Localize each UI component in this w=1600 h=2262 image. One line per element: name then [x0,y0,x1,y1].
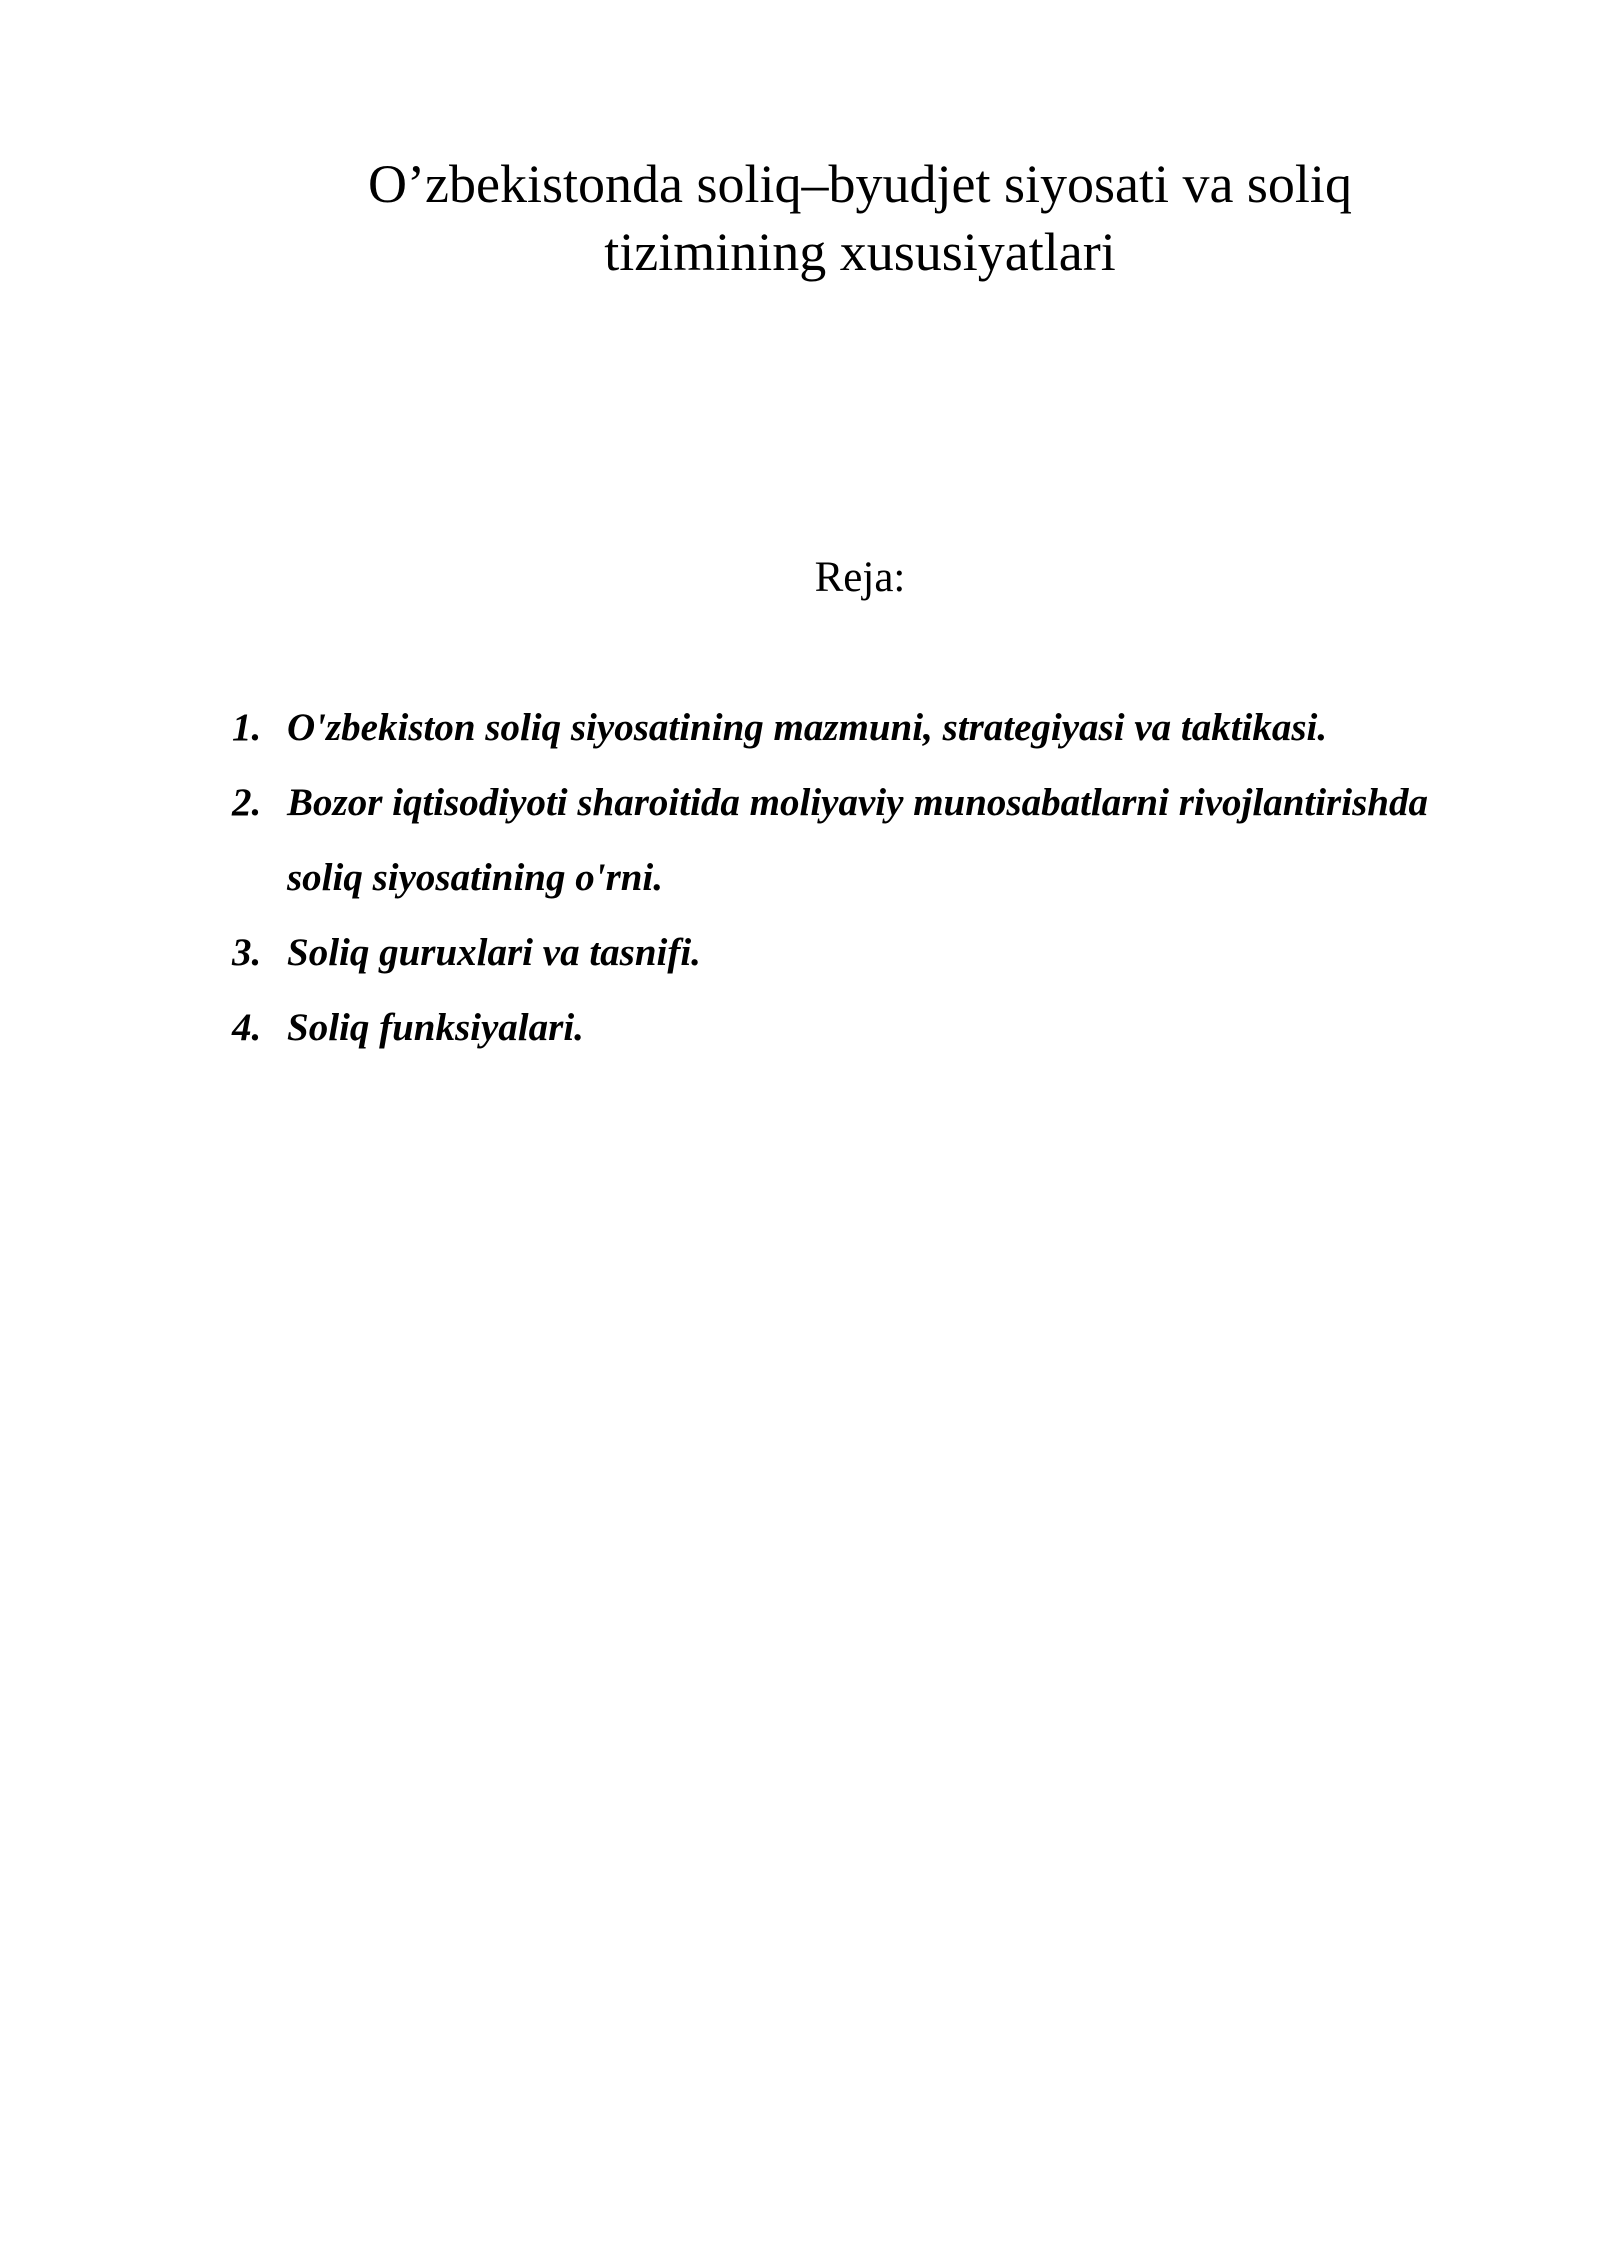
plan-item-number: 1. [232,706,262,749]
plan-item-text: O'zbekiston soliq siyosatining mazmuni, strategiyasi va taktikasi. [287,706,1328,749]
plan-item-1 [232,690,1482,765]
plan-item-text: Soliq guruxlari va tasnifi. [287,931,701,974]
title-line-2: tizimining xususiyatlari [604,222,1116,282]
title-line-1: O’zbekistonda soliq–byudjet siyosati va soliq [368,154,1352,214]
document-title [240,150,1480,286]
plan-item-number: 3. [232,931,262,974]
plan-item-3 [232,915,1482,990]
plan-item-number: 4. [232,1006,262,1049]
plan-item-text: Bozor iqtisodiyoti sharoitida moliyaviy munosabatlarni rivojlantirishda soliq siyosatining o'rni. [287,781,1428,899]
plan-heading: Reja: [814,554,906,601]
plan-item-2 [232,765,1482,915]
plan-item-number: 2. [232,781,262,824]
plan-item-4 [232,990,1482,1065]
plan-item-text: Soliq funksiyalari. [287,1006,584,1049]
plan-list [232,690,1482,1065]
